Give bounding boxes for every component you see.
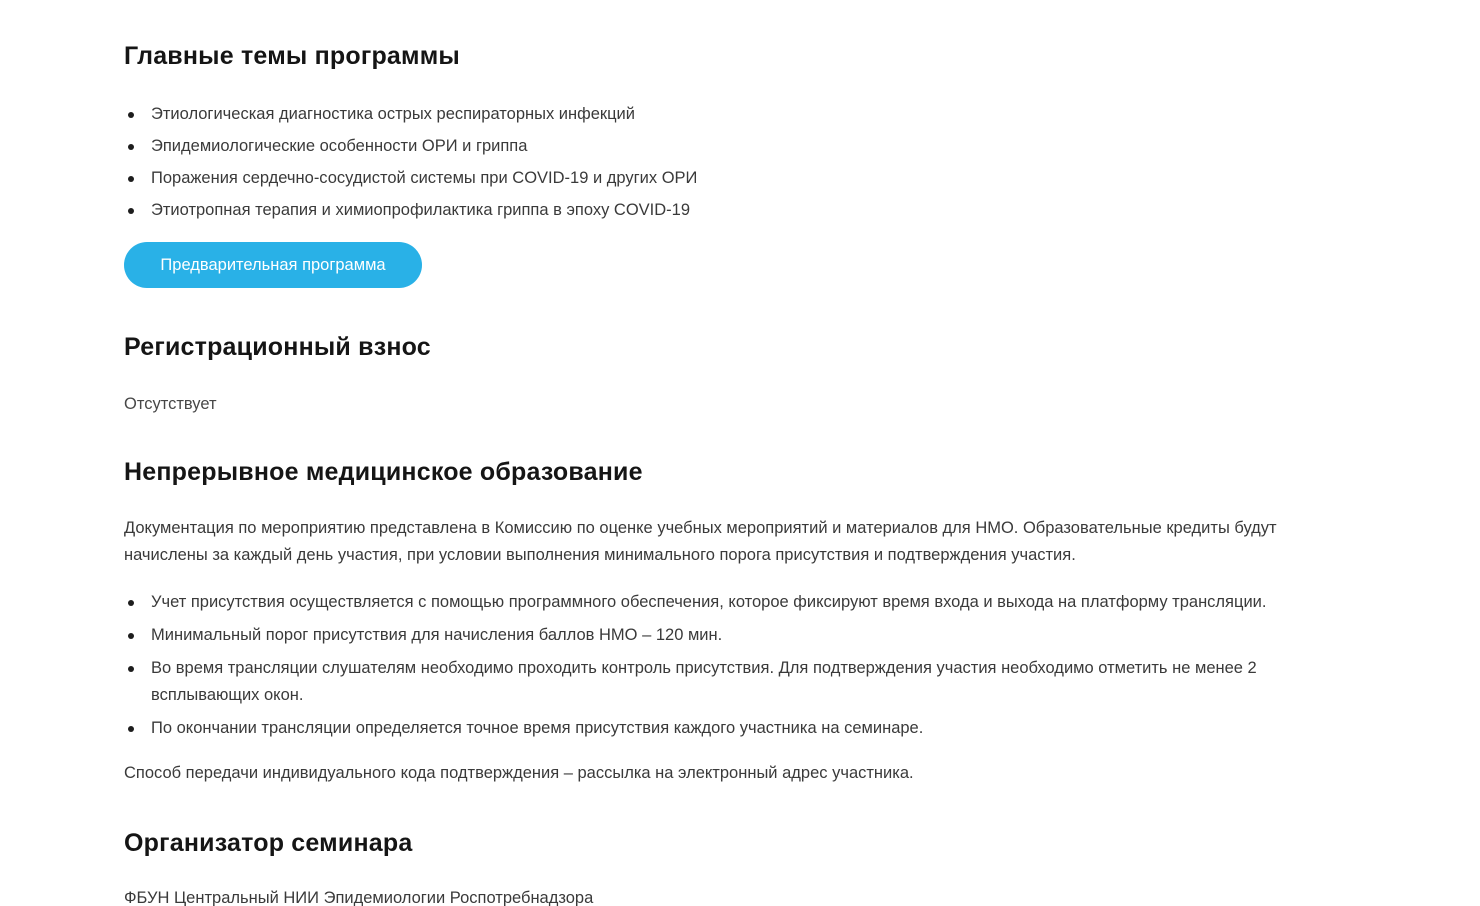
bullet-icon (128, 633, 134, 639)
section-registration-fee (124, 333, 1352, 418)
section-cme (124, 458, 1352, 787)
section-program-topics (124, 42, 1352, 288)
program-topics-list (124, 101, 1352, 224)
organizer-value: ФБУН Центральный НИИ Эпидемиологии Роспотребнадзора (124, 889, 594, 906)
bullet-icon (128, 666, 134, 672)
bullet-icon (128, 176, 134, 182)
list-item (124, 589, 1352, 616)
list-item-text: Этиотропная терапия и химиопрофилактика гриппа в эпоху COVID-19 (151, 201, 691, 219)
list-item (124, 715, 1352, 742)
list-item-text: Учет присутствия осуществляется с помощью программного обеспечения, которое фиксируют время входа и выхода на платформу трансляции. (151, 593, 1267, 611)
cme-list (124, 589, 1352, 742)
registration-fee-heading: Регистрационный взнос (124, 333, 431, 361)
list-item-text: Поражения сердечно-сосудистой системы при COVID-19 и других ОРИ (151, 169, 698, 187)
list-item (124, 622, 1352, 649)
list-item-text: Минимальный порог присутствия для начисления баллов НМО – 120 мин. (151, 626, 723, 644)
bullet-icon (128, 208, 134, 214)
list-item (124, 165, 1352, 192)
section-organizer (124, 829, 1352, 906)
preliminary-program-button[interactable]: Предварительная программа (124, 242, 422, 288)
cme-heading: Непрерывное медицинское образование (124, 458, 643, 486)
list-item (124, 197, 1352, 224)
cme-intro-paragraph: Документация по мероприятию представлена в Комиссию по оценке учебных мероприятий и материалов для НМО. Образовательные кредиты будут начислены за каждый день участия, при условии выполнения минимального порога присутствия и подтверждения участия. (124, 519, 1277, 564)
bullet-icon (128, 726, 134, 732)
list-item-text: Эпидемиологические особенности ОРИ и гриппа (151, 137, 528, 155)
cme-outro-paragraph: Способ передачи индивидуального кода подтверждения – рассылка на электронный адрес участника. (124, 764, 914, 782)
bullet-icon (128, 144, 134, 150)
registration-fee-value: Отсутствует (124, 395, 217, 413)
program-topics-heading: Главные темы программы (124, 42, 460, 70)
list-item-text: Этиологическая диагностика острых респираторных инфекций (151, 105, 635, 123)
list-item (124, 101, 1352, 128)
bullet-icon (128, 112, 134, 118)
list-item-text: Во время трансляции слушателям необходимо проходить контроль присутствия. Для подтверждения участия необходимо отметить не менее 2 всплывающих окон. (151, 659, 1257, 704)
bullet-icon (128, 600, 134, 606)
list-item-text: По окончании трансляции определяется точное время присутствия каждого участника на семинаре. (151, 719, 924, 737)
organizer-heading: Организатор семинара (124, 829, 413, 857)
list-item (124, 133, 1352, 160)
list-item (124, 655, 1352, 709)
